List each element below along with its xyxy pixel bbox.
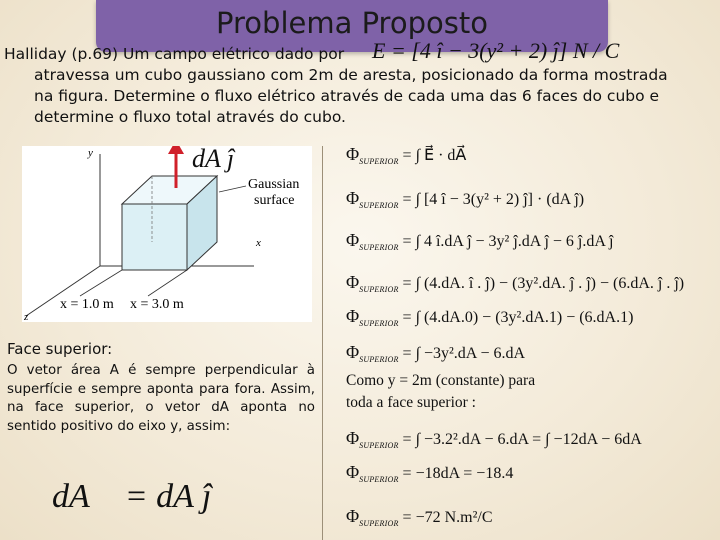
derivation-line: $\Phi_{SUPERIOR} = -18dA = -18.4$ xyxy=(346,462,514,484)
derivation-note-line2: toda a face superior : xyxy=(346,394,476,411)
cube-front-face xyxy=(122,204,187,270)
derivation-expression: = ∫ 4 î.dA ĵ − 3y² ĵ.dA ĵ − 6 ĵ.dA ĵ xyxy=(402,233,614,250)
slide-title: Problema Proposto xyxy=(216,6,488,40)
column-divider xyxy=(322,146,323,540)
derivation-expression: = ∫ [4 î − 3(y² + 2) ĵ] · (dA ĵ) xyxy=(402,191,585,208)
derivation-expression: = −72 N.m²/C xyxy=(402,509,493,526)
gaussian-cube-diagram xyxy=(22,146,312,322)
axis-y-label: y xyxy=(88,147,93,159)
derivation-line: $\Phi_{SUPERIOR}$ = ∫ −3.2².dA − 6.dA = ∫ −12dA − 6dA xyxy=(346,428,642,450)
derivation-line: $\Phi_{SUPERIOR}$ = ∫ (4.dA. î . ĵ) − (3y².dA. ĵ . ĵ) − (6.dA. ĵ . ĵ) xyxy=(346,272,685,294)
face-explanation: O vetor área A é sempre perpendicular à superfície e sempre aponta para fora. Assim, na face superior, o vetor dA aponta no sentido positivo do eixo y, assim: xyxy=(7,363,315,434)
derivation-expression: = ∫ −3.2².dA − 6.dA = ∫ −12dA − 6dA xyxy=(402,431,642,448)
gaussian-pointer-line xyxy=(219,186,246,192)
derivation-expression: = ∫ (4.dA. î . ĵ) − (3y².dA. ĵ . ĵ) − (6.dA. ĵ . ĵ) xyxy=(402,275,685,292)
gaussian-label-line2: surface xyxy=(254,193,295,208)
statement-line-2: atravessa um cubo gaussiano com 2m de aresta, posicionado da forma mostrada xyxy=(34,66,668,84)
x1-label: x = 1.0 m xyxy=(60,297,114,312)
derivation-line: $\Phi_{SUPERIOR} = -72$ N.m²/C xyxy=(346,506,493,528)
derivation-expression: = ∫ −3y².dA − 6.dA xyxy=(402,345,526,362)
derivation-note-line1: Como y = 2m (constante) para xyxy=(346,372,536,389)
derivation-line: $\Phi_{SUPERIOR}$ = ∫ (4.dA.0) − (3y².dA.1) − (6.dA.1) xyxy=(346,306,634,328)
cube-figure xyxy=(22,146,312,322)
area-vector-arrowhead xyxy=(168,146,184,154)
derivation-expression: = −18dA = −18.4 xyxy=(402,465,514,482)
derivation-line: $\Phi_{SUPERIOR}$ = ∫ E⃗ · dA⃗ xyxy=(346,144,467,166)
derivation-expression: = ∫ E⃗ · dA⃗ xyxy=(402,147,467,164)
x2-marker-line xyxy=(148,270,187,296)
x2-label: x = 3.0 m xyxy=(130,297,184,312)
electric-field-expression: E = [4 î − 3(y² + 2) ĵ] N / C xyxy=(372,38,620,63)
derivation-line: $\Phi_{SUPERIOR}$ = ∫ −3y².dA − 6.dA xyxy=(346,342,526,364)
face-heading: Face superior: xyxy=(7,340,113,358)
statement-line-4: determine o fluxo total através do cubo. xyxy=(34,108,346,126)
statement-line-3: na figura. Determine o fluxo elétrico através de cada uma das 6 faces do cubo e xyxy=(34,87,660,105)
derivation-line: $\Phi_{SUPERIOR}$ = ∫ [4 î − 3(y² + 2) ĵ] · (dA ĵ) xyxy=(346,188,585,210)
area-vector-equation: dA⃗ = dA ĵ xyxy=(52,478,212,515)
axis-z-label: z xyxy=(24,311,29,322)
derivation-line: $\Phi_{SUPERIOR}$ = ∫ 4 î.dA ĵ − 3y² ĵ.dA ĵ − 6 ĵ.dA ĵ xyxy=(346,230,614,252)
gaussian-label-line1: Gaussian xyxy=(248,177,300,192)
statement-line-1: Halliday (p.69) Um campo elétrico dado por xyxy=(4,45,345,63)
axis-x-label: x xyxy=(256,237,261,249)
area-vector-label: dA ĵ xyxy=(192,144,235,173)
derivation-expression: = ∫ (4.dA.0) − (3y².dA.1) − (6.dA.1) xyxy=(402,309,634,326)
x1-marker-line xyxy=(80,270,122,296)
